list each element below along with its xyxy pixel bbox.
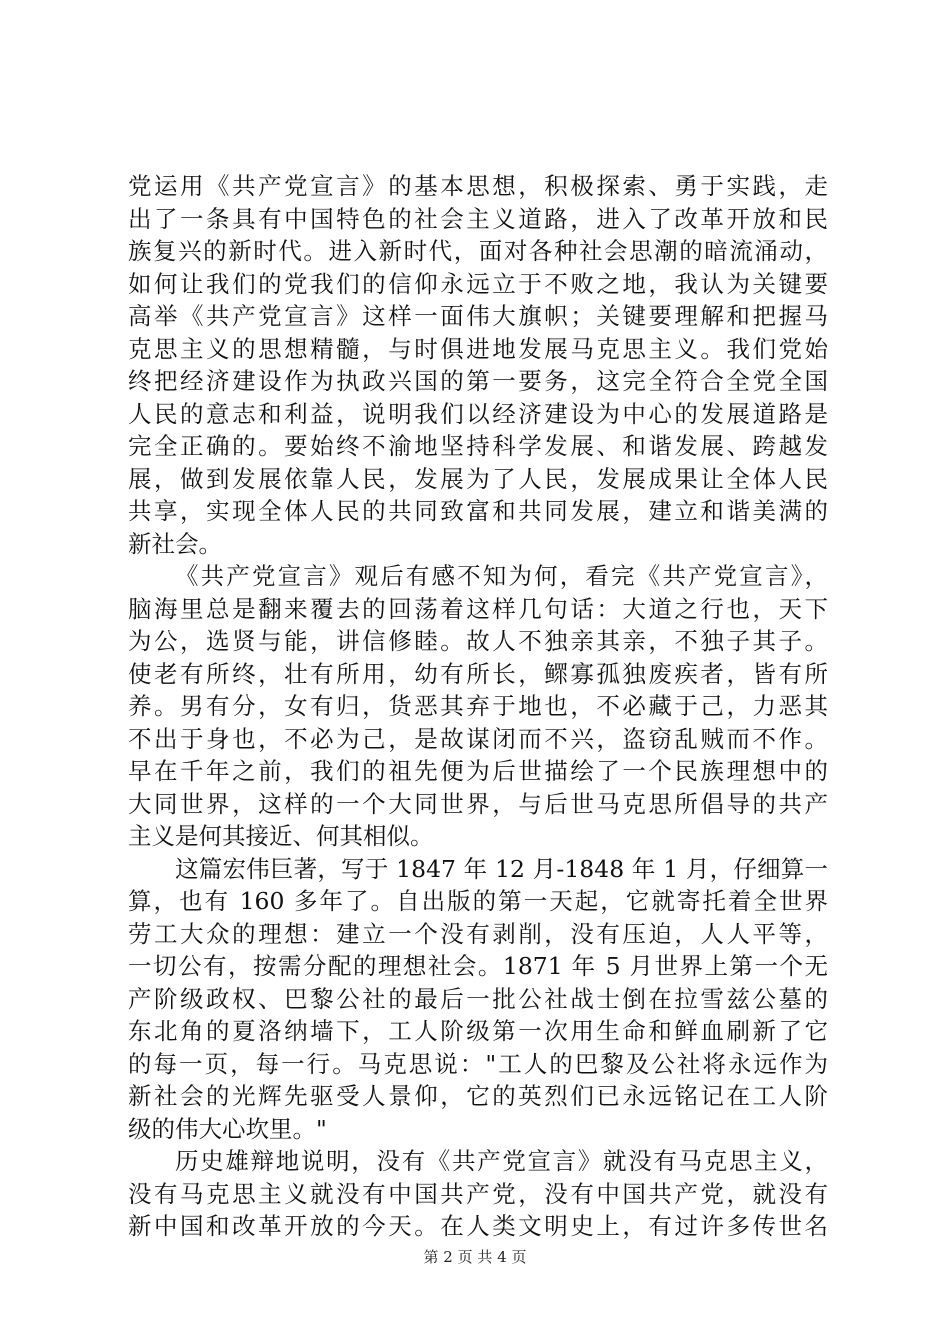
text-line: 新中国和改革开放的今天。在人类文明史上，有过许多传世名 bbox=[128, 1212, 828, 1240]
text-line: 完全正确的。要始终不渝地坚持科学发展、和谐发展、跨越发 bbox=[128, 432, 828, 460]
page-footer: 第 2 页 共 4 页 bbox=[423, 1248, 527, 1266]
document-body bbox=[128, 170, 828, 1243]
text-line: 东北角的夏洛纳墙下，工人阶级第一次用生命和鲜血刷新了它 bbox=[128, 1017, 828, 1045]
paragraph bbox=[128, 560, 828, 853]
text-line: 克思主义的思想精髓，与时俱进地发展马克思主义。我们党始 bbox=[128, 334, 828, 363]
text-line: 为公，选贤与能，讲信修睦。故人不独亲其亲，不独子其子。 bbox=[128, 627, 828, 655]
text-line: 养。男有分，女有归，货恶其弃于地也，不必藏于己，力恶其 bbox=[128, 692, 828, 720]
text-line: 大同世界，这样的一个大同世界，与后世马克思所倡导的共产 bbox=[128, 789, 828, 818]
text-line: 高举《共产党宣言》这样一面伟大旗帜；关键要理解和把握马 bbox=[128, 302, 828, 330]
text-line: 新社会的光辉先驱受人景仰，它的英烈们已永远铭记在工人阶 bbox=[128, 1082, 828, 1110]
paragraph bbox=[128, 853, 828, 1146]
paragraph bbox=[128, 170, 828, 560]
text-line: 使老有所终，壮有所用，幼有所长，鳏寡孤独废疾者，皆有所 bbox=[128, 659, 828, 688]
text-line: 主义是何其接近、何其相似。 bbox=[128, 822, 434, 850]
text-line: 一切公有，按需分配的理想社会。1871 年 5 月世界上第一个无 bbox=[128, 952, 828, 980]
text-line: 共享，实现全体人民的共同致富和共同发展，建立和谐美满的 bbox=[128, 497, 828, 525]
text-line: 算，也有 160 多年了。自出版的第一天起，它就寄托着全世界 bbox=[128, 887, 828, 915]
text-line: 没有马克思主义就没有中国共产党，没有中国共产党，就没有 bbox=[128, 1179, 828, 1208]
text-line: 早在千年之前，我们的祖先便为后世描绘了一个民族理想中的 bbox=[128, 757, 828, 785]
text-line: 终把经济建设作为执政兴国的第一要务，这完全符合全党全国 bbox=[128, 367, 828, 395]
text-line: 脑海里总是翻来覆去的回荡着这样几句话：大道之行也，天下 bbox=[128, 594, 828, 623]
text-line: 族复兴的新时代。进入新时代，面对各种社会思潮的暗流涌动， bbox=[128, 237, 828, 265]
text-line: 产阶级政权、巴黎公社的最后一批公社战士倒在拉雪兹公墓的 bbox=[128, 984, 828, 1013]
text-line: 出了一条具有中国特色的社会主义道路，进入了改革开放和民 bbox=[128, 204, 828, 233]
paragraph bbox=[128, 1145, 828, 1243]
text-line: 新社会。 bbox=[128, 529, 222, 558]
text-line: 不出于身也，不必为己，是故谋闭而不兴，盗窃乱贼而不作。 bbox=[128, 724, 828, 753]
text-line: 如何让我们的党我们的信仰永远立于不败之地，我认为关键要 bbox=[128, 269, 828, 298]
text-line: 党运用《共产党宣言》的基本思想，积极探索、勇于实践，走 bbox=[128, 172, 828, 200]
text-line: 级的伟大心坎里。" bbox=[128, 1114, 327, 1143]
text-line: 这篇宏伟巨著，写于 1847 年 12 月-1848 年 1 月，仔细算一 bbox=[175, 854, 828, 883]
text-line: 的每一页，每一行。马克思说："工人的巴黎及公社将永远作为 bbox=[128, 1049, 828, 1078]
text-line: 《共产党宣言》观后有感不知为何，看完《共产党宣言》， bbox=[175, 562, 828, 590]
text-line: 展，做到发展依靠人民，发展为了人民，发展成果让全体人民 bbox=[128, 464, 828, 493]
text-line: 劳工大众的理想：建立一个没有剥削，没有压迫，人人平等， bbox=[128, 919, 828, 948]
text-line: 人民的意志和利益，说明我们以经济建设为中心的发展道路是 bbox=[128, 399, 828, 428]
text-line: 历史雄辩地说明，没有《共产党宣言》就没有马克思主义， bbox=[175, 1147, 828, 1175]
